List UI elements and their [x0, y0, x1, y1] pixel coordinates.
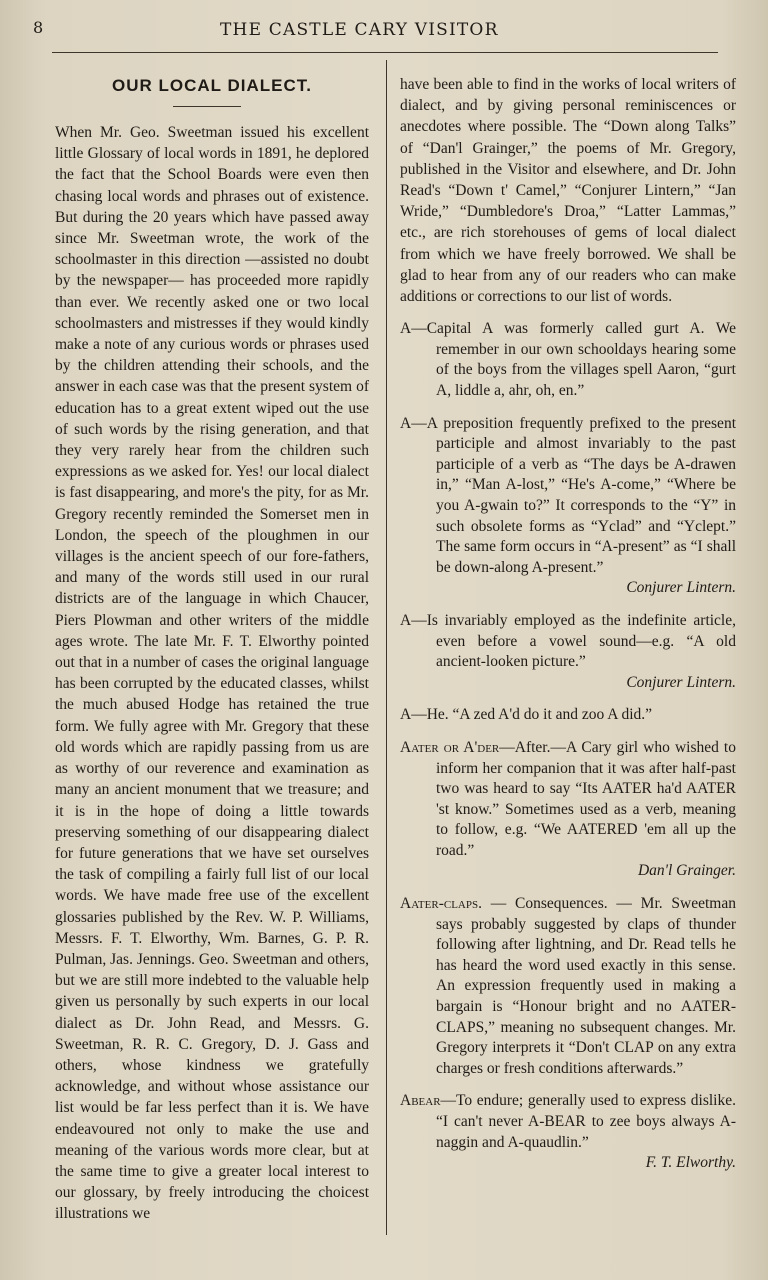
article-body: When Mr. Geo. Sweetman issued his excellent little Glossary of local words in 1891, he deplored the fact that the School Boards were even then chasing local words and phrases out of existence. But during the 20 years which have passed away since Mr. Sweetman wrote, the work of the schoolmaster in this direction —assisted no doubt by the newspaper— has proceeded more rapidly than ever. We recently asked one or two local schoolmasters and mistresses if they would kindly make a note of any curious words or phrases used by the children attending their schools, and the answer in each case was that the present system of education has to a great extent wiped out the use of such words by the rising generation, and that they very rarely hear from the children such expressions as we asked for. Yes! our local dialect is fast disappearing, and more's the pity, for as Mr. Gregory recently reminded the Somerset men in London, the speech of the ploughmen in our villages is the ancient speech of our fore-fathers, and many of the words still used in our rural districts are of the language in which Chaucer, Piers Plowman and other writers of the middle ages wrote. The late Mr. F. T. Elworthy pointed out that in a number of cases the original language has been corrupted by the educated classes, whilst the much abused Hodge has retained the true form. We fully agree with Mr. Gregory that these old words which are rapidly passing from us are as worthy of our reverence and examination as many an ancient monument that we treasure; and it is in the hope of doing a little towards preserving something of our disappearing dialect for future generations that we have set ourselves the task of compiling a fairly full list of our local words. We have made free use of the excellent glossaries published by the Rev. W. P. Williams, Messrs. F. T. Elworthy, Wm. Barnes, G. P. R. Pulman, Jas. Jennings. Geo. Sweetman and others, but we are still more indebted to the valuable help given us personally by such experts in our local dialect as Dr. John Read, and Messrs. G. Sweetman, R. R. C. Gregory, D. J. Gass and others, whose kindness we gratefully acknowledge, and without whose assistance our list would be far less perfect than it is. We have endeavoured not only to make the use and meaning of the various words more clear, but at the same time to give a greater local interest to our glossary, by freely introducing the choicest illustrations we: [55, 124, 369, 1223]
entry-headword: A: [400, 706, 412, 724]
entry-definition: —After.—A Cary girl who wished to inform her companion that it was after half-past two was heard to say “Its AATER ha'd AATER 'st know.” Sometimes used as a verb, meaning to follow, e.g. “We AATERED 'em all up the road.”: [436, 738, 736, 859]
entry-headword: Abear: [400, 1092, 441, 1110]
title-rule: [173, 106, 241, 107]
right-column: [400, 74, 736, 1174]
entry-definition: —He. “A zed A'd do it and zoo A did.”: [411, 706, 653, 724]
entry-definition: —To endure; generally used to express dislike. “I can't never A-BEAR to zee boys always A-naggin and A-quaudlin.”: [436, 1092, 736, 1151]
glossary-entry: [400, 1091, 736, 1173]
entry-source: Conjurer Lintern.: [626, 579, 736, 597]
glossary-entry: [400, 319, 736, 401]
entry-definition: —A preposition frequently prefixed to the present participle and almost invariably to the past participle of a verb as “The days be A-drawen in,” “Man A-lost,” “He's A-come,” “Where be you A-gwain to?” It corresponds to the “Y” in such obsolete forms as “Yclad” and “Yclept.” The same form occurs in “A-present” as “I shall be down-along A-present.”: [411, 414, 736, 576]
column-divider: [386, 60, 387, 1235]
page-header: [0, 18, 768, 48]
entry-source: Dan'l Grainger.: [637, 862, 736, 880]
glossary-entry: [400, 738, 736, 882]
glossary-entry: [400, 414, 736, 599]
glossary-entry: [400, 894, 736, 1079]
page-number: 8: [33, 18, 44, 37]
article-body-continued: have been able to find in the works of local writers of dialect, and by giving personal reminiscences or anecdotes where possible. The “Down along Talks” of “Dan'l Grainger,” the poems of Mr. Gregory, published in the Visitor and elsewhere, and Dr. John Read's “Down t' Camel,” “Conjurer Lintern,” “Jan Wride,” “Dumbledore's Droa,” “Latter Lammas,” etc., are rich storehouses of gems of local dialect from which we have freely borrowed. We shall be glad to hear from any of our readers who can make additions or corrections to our list of words.: [400, 76, 736, 306]
glossary-entry: [400, 611, 736, 693]
glossary-entry: [400, 705, 736, 726]
entry-headword: A: [400, 611, 412, 629]
entry-headword: A: [400, 414, 412, 432]
entry-definition: —Capital A was formerly called gurt A. We remember in our own schooldays hearing some of the boys from the villages spell Aaron, “gurt A, liddle a, ahr, oh, en.”: [411, 320, 736, 400]
entry-headword: A: [400, 320, 412, 338]
entry-headword: Aater-claps.: [400, 895, 482, 913]
entry-definition: — Consequences. — Mr. Sweetman says probably suggested by claps of thunder following after lightning, and Dr. Read tells he has heard the word used exactly in this sense. An expression frequently used in making a bargain is “Honour bright and no AATER-CLAPS,” meaning no subsequent changes. Mr. Gregory interprets it “Don't CLAP on any extra charges or fresh conditions afterwards.”: [436, 895, 736, 1077]
article-title: OUR LOCAL DIALECT.: [112, 76, 312, 95]
header-rule: [52, 52, 718, 53]
left-column: [55, 122, 369, 1225]
entry-source: F. T. Elworthy.: [645, 1154, 736, 1172]
running-title: THE CASTLE CARY VISITOR: [220, 20, 499, 40]
entry-source: Conjurer Lintern.: [626, 673, 736, 691]
entry-definition: —Is invariably employed as the indefinite article, even before a vowel sound—e.g. “A old ancient-looken picture.”: [411, 611, 736, 671]
entry-headword: Aater or A'der: [400, 738, 500, 756]
